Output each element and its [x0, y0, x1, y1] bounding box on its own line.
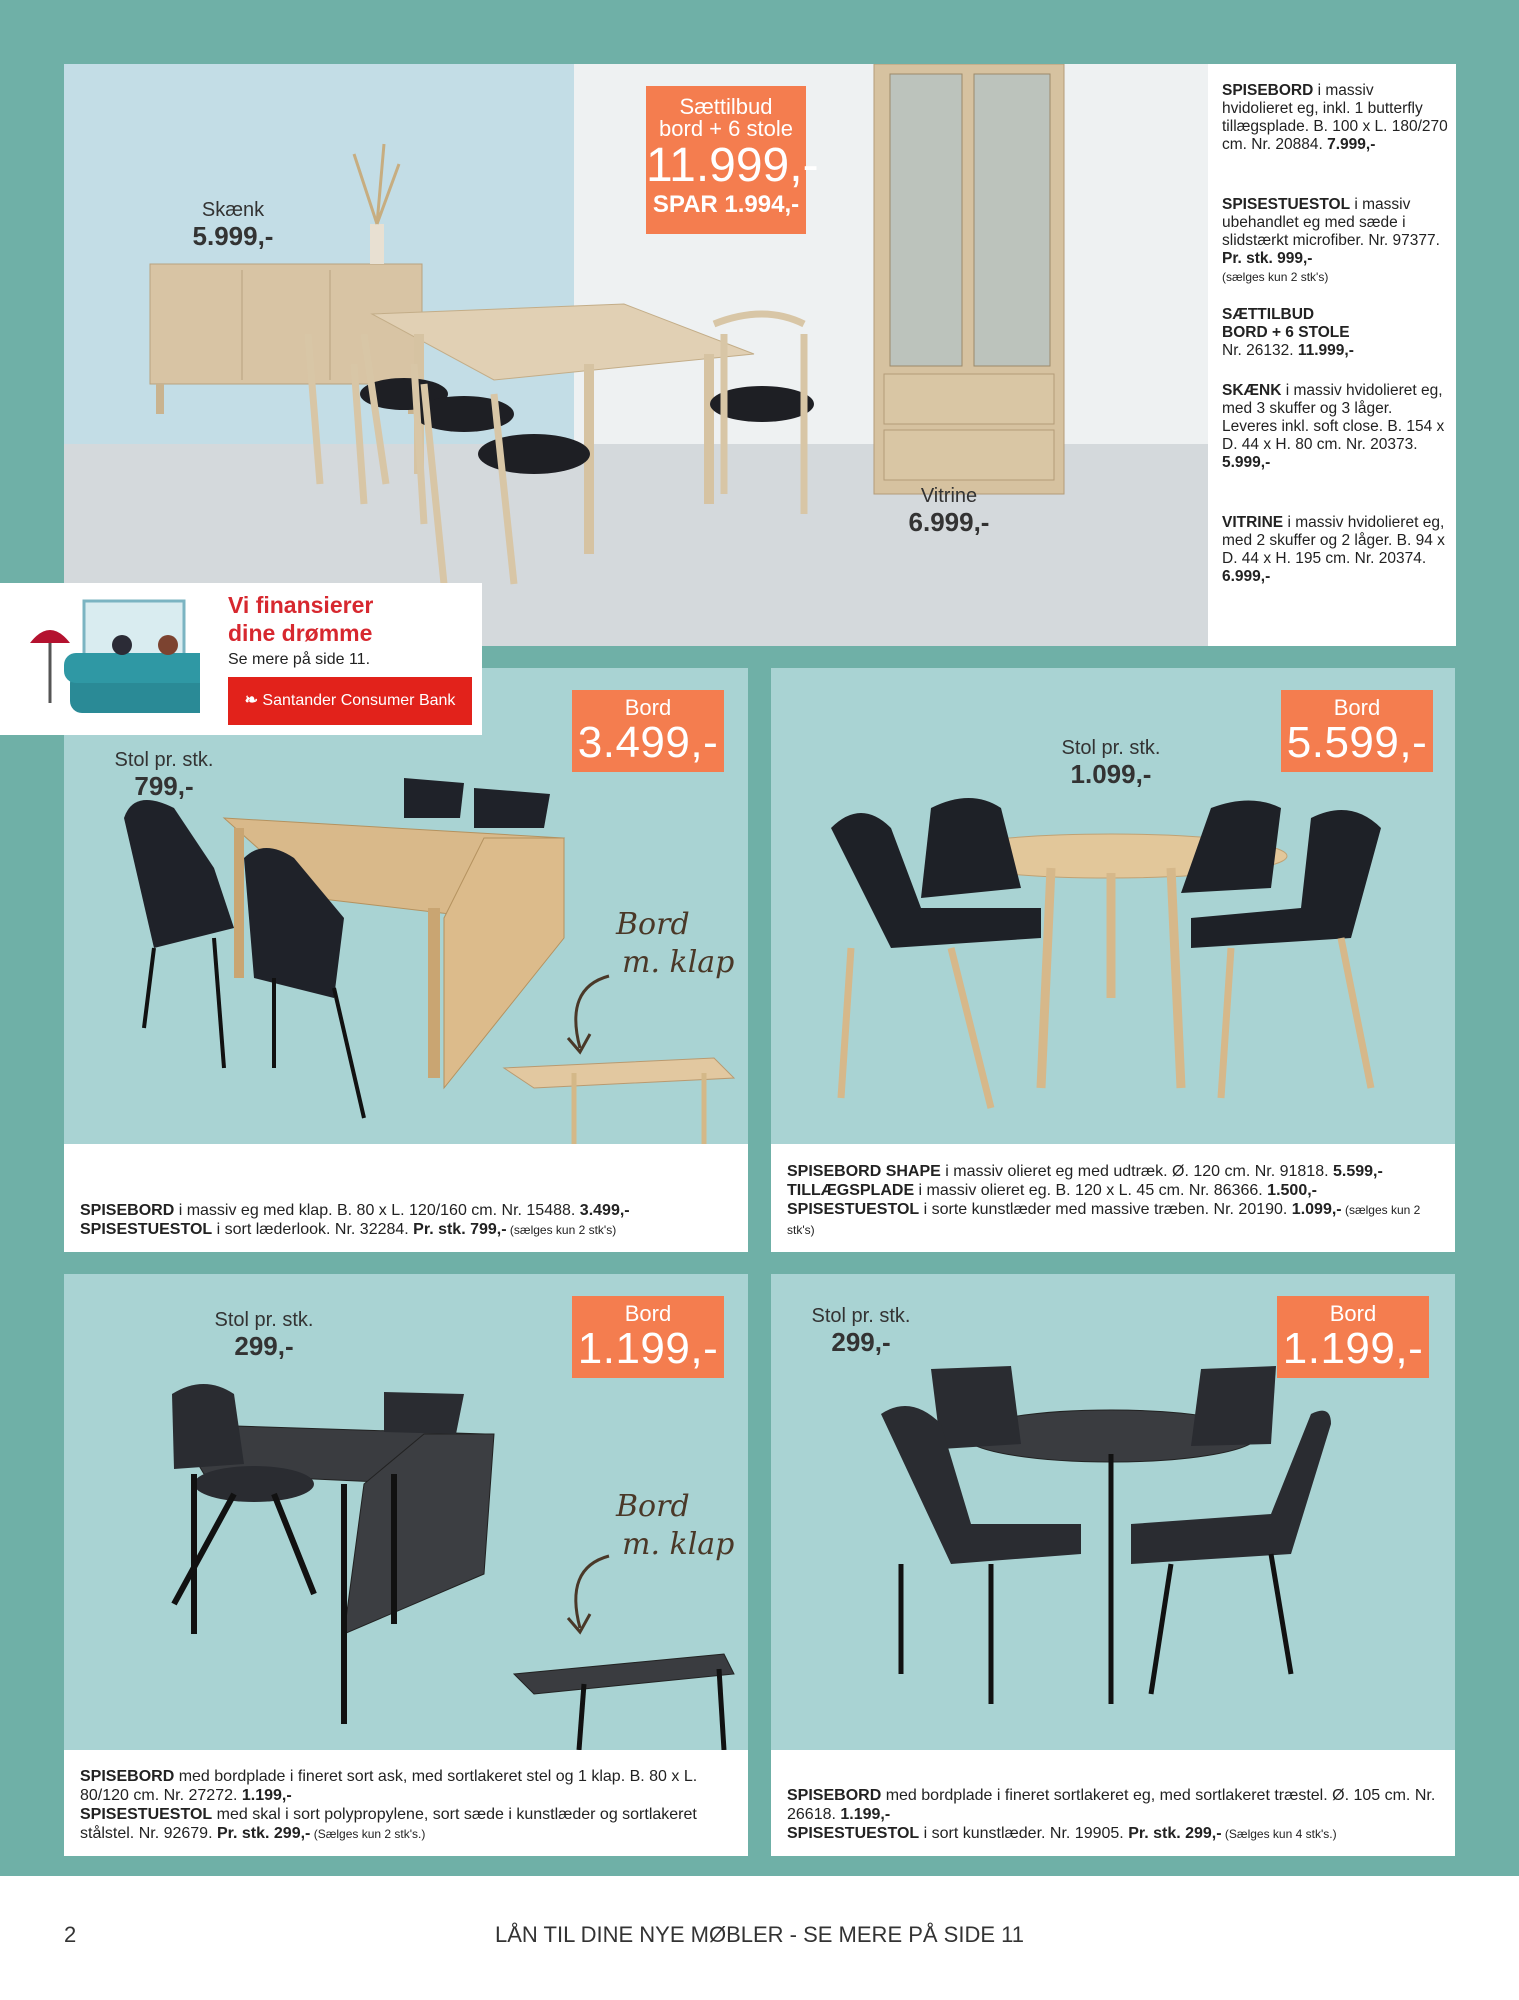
set-offer-label-1: Sættilbud	[679, 94, 773, 119]
bank-name: Santander Consumer Bank	[262, 692, 456, 709]
panel2-caption: SPISEBORD SHAPE i massiv olieret eg med udtræk. Ø. 120 cm. Nr. 91818. 5.599,- TILLÆGSPLADE i massiv olieret eg. B. 120 x L. 45 cm. Nr. 86366. 1.500,- SPISESTUESTOL i sorte kunstlæder med massive træben. Nr. 20190. 1.099,- (sælges kun 2 stk's)	[771, 1144, 1455, 1252]
vitrine-price-label	[884, 484, 1014, 536]
panel3-script-line1: Bord	[616, 1489, 690, 1524]
sofa-tv-illustration	[0, 583, 200, 735]
set-offer-save: SPAR 1.994,-	[652, 191, 800, 218]
dining-room-illustration	[64, 64, 1208, 646]
panel1-script-line1: Bord	[616, 907, 690, 942]
product-panel-4	[771, 1274, 1455, 1750]
panel4-stol	[791, 1304, 931, 1356]
panel4-bord-label: Bord	[1329, 1301, 1377, 1326]
panel3-script-note	[616, 1488, 734, 1564]
panel3-stol	[194, 1308, 334, 1360]
finance-headline	[228, 591, 373, 647]
panel2-bord-label: Bord	[1333, 695, 1381, 720]
panel4-stol-label: Stol pr. stk.	[811, 1305, 911, 1327]
product-panel-3	[64, 1274, 748, 1750]
spec-skaenk: SKÆNK i massiv hvidolieret eg, med 3 skuffer og 3 låger. Leveres inkl. soft close. B. 154 x D. 44 x H. 80 cm. Nr. 20373. 5.999,-	[1222, 382, 1445, 471]
panel3-bord-tag	[572, 1296, 724, 1378]
panel2-bord-tag	[1281, 690, 1433, 772]
hero-photo	[64, 64, 1208, 646]
panel1-stol	[94, 748, 234, 800]
panel3-bord-label: Bord	[624, 1301, 672, 1326]
spec-spisebord: SPISEBORD i massiv hvidolieret eg, inkl. 1 butterfly tillægsplade. B. 100 x L. 180/270 cm. Nr. 20884. 7.999,-	[1222, 82, 1448, 153]
spec-saettilbud: SÆTTILBUD BORD + 6 STOLE Nr. 26132. 11.999,-	[1222, 306, 1354, 359]
finance-sub: Se mere på side 11.	[228, 651, 371, 668]
footer-text: LÅN TIL DINE NYE MØBLER - SE MERE PÅ SIDE 11	[495, 1922, 1024, 1947]
vitrine-price: 6.999,-	[908, 507, 990, 537]
panel1-script-note	[616, 906, 734, 982]
panel1-bord-price: 3.499,-	[577, 718, 719, 767]
set-offer-price: 11.999,-	[646, 139, 819, 192]
panel3-bord-price: 1.199,-	[577, 1324, 719, 1373]
panel1-bord-label: Bord	[624, 695, 672, 720]
panel1-stol-price: 799,-	[134, 771, 194, 801]
skaenk-label: Skænk	[201, 199, 265, 221]
panel4-stol-price: 299,-	[831, 1327, 891, 1357]
santander-bank-button[interactable]	[228, 677, 472, 725]
panel1-bord-tag	[572, 690, 724, 772]
panel3-caption: SPISEBORD med bordplade i fineret sort ask, med sortlakeret stel og 1 klap. B. 80 x L. 80/120 cm. Nr. 27272. 1.199,- SPISESTUESTOL med skal i sort polypropylene, sort sæde i kunstlæder og sortlakeret stålstel. Nr. 92679. Pr. stk. 299,- (Sælges kun 2 stk's.)	[64, 1750, 748, 1856]
set-offer-tag	[646, 86, 819, 234]
skaenk-price-label	[168, 198, 298, 250]
panel1-stol-label: Stol pr. stk.	[114, 749, 214, 771]
panel2-stol	[1041, 736, 1181, 788]
panel1-script-line2: m. klap	[622, 945, 735, 980]
set-offer-label-2: bord + 6 stole	[659, 116, 793, 141]
product-panel-1	[64, 668, 748, 1144]
finance-banner[interactable]	[0, 583, 482, 735]
panel3-stol-label: Stol pr. stk.	[214, 1309, 314, 1331]
panel2-stol-price: 1.099,-	[1070, 759, 1152, 789]
panel2-bord-price: 5.599,-	[1286, 718, 1428, 767]
panel4-caption: SPISEBORD med bordplade i fineret sortlakeret eg, med sortlakeret træstel. Ø. 105 cm. Nr. 26618. 1.199,- SPISESTUESTOL i sort kunstlæder. Nr. 19905. Pr. stk. 299,- (Sælges kun 4 stk's.)	[771, 1750, 1455, 1856]
flame-icon: ❧	[244, 692, 263, 709]
panel1-caption: SPISEBORD i massiv eg med klap. B. 80 x L. 120/160 cm. Nr. 15488. 3.499,- SPISESTUESTOL i sort læderlook. Nr. 32284. Pr. stk. 799,- (sælges kun 2 stk's)	[64, 1144, 748, 1252]
panel3-script-line2: m. klap	[622, 1527, 735, 1562]
page-number: 2	[64, 1922, 77, 1947]
vitrine-label: Vitrine	[920, 485, 978, 507]
product-panel-2	[771, 668, 1455, 1144]
panel4-bord-price: 1.199,-	[1282, 1324, 1424, 1373]
panel4-bord-tag	[1277, 1296, 1429, 1378]
panel2-stol-label: Stol pr. stk.	[1061, 737, 1161, 759]
finance-line-2: dine drømme	[228, 620, 373, 646]
panel3-stol-price: 299,-	[234, 1331, 294, 1361]
finance-line-1: Vi finansierer	[228, 592, 374, 618]
spec-spisestuestol: SPISESTUESTOL i massiv ubehandlet eg med sæde i slidstærkt microfiber. Nr. 97377. Pr. stk. 999,- (sælges kun 2 stk's)	[1222, 196, 1440, 284]
spec-vitrine: VITRINE i massiv hvidolieret eg, med 2 skuffer og 2 låger. B. 94 x D. 44 x H. 195 cm. Nr. 20374. 6.999,-	[1222, 514, 1445, 585]
spec-column	[1208, 64, 1456, 646]
skaenk-price: 5.999,-	[192, 221, 274, 251]
